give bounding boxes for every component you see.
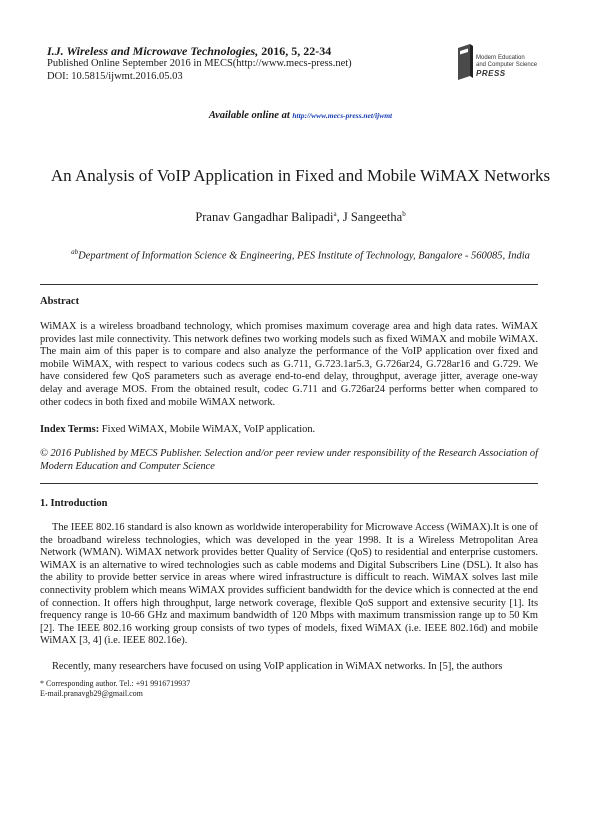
abstract-heading: Abstract bbox=[40, 296, 80, 307]
author-superscript: a bbox=[333, 210, 337, 218]
divider bbox=[40, 483, 538, 484]
journal-citation: I.J. Wireless and Microwave Technologies, 2016, 5, 22-34 bbox=[47, 44, 332, 58]
author-name: J Sangeetha bbox=[342, 210, 403, 225]
author-list bbox=[0, 210, 601, 225]
doi: DOI: 10.5815/ijwmt.2016.05.03 bbox=[47, 70, 183, 82]
divider bbox=[40, 284, 538, 285]
index-terms-text: Fixed WiMAX, Mobile WiMAX, VoIP application. bbox=[99, 424, 316, 435]
paper-title: An Analysis of VoIP Application in Fixed and Mobile WiMAX Networks bbox=[50, 166, 551, 185]
index-terms bbox=[40, 424, 538, 437]
journal-header bbox=[47, 44, 407, 83]
introduction-heading: 1. Introduction bbox=[40, 498, 108, 509]
availability-line bbox=[0, 110, 601, 121]
corresponding-author: * Corresponding author. Tel.: +91 9916719937 bbox=[40, 679, 191, 688]
logo-text-press: PRESS bbox=[476, 69, 506, 78]
author-separator: , bbox=[336, 210, 343, 225]
introduction-paragraph: Recently, many researchers have focused on using VoIP application in WiMAX networks. In [5], the authors bbox=[52, 661, 503, 672]
journal-url-link[interactable]: http://www.mecs-press.net/ijwmt bbox=[292, 111, 393, 120]
book-icon bbox=[455, 42, 477, 82]
availability-label: Available online at bbox=[208, 110, 293, 121]
publication-note: Published Online September 2016 in MECS(http://www.mecs-press.net) bbox=[47, 58, 352, 69]
author-superscript: b bbox=[402, 210, 406, 218]
introduction-paragraph: The IEEE 802.16 standard is also known as worldwide interoperability for Microwave Access (WiMAX).It is one of the broadband wireless technologies, which was developed in the year 1998. It is a Wireless Metropolitan Area Network (WMAN). WiMAX network provides better Quality of Service (QoS) to residential and enterprise customers. WiMAX is an alternative to wired technologies such as cable modems and Digital Subscribers Line (DSL). It also has the ability to provide better service in areas where wired infrastructure is difficult to reach. WiMAX solves last mile connectivity problem which means WiMAX provides sufficient bandwidth for the device which is connected at the end of connection. It offers high throughput, large network coverage, flexible QoS support and extensive security [1]. Its frequency range is 10-66 GHz and maximum bandwidth of 120 Mbps with maximum transmission range up to 50 Km [2]. The IEEE 802.16 working group consists of two types of models, fixed WiMAX (i.e. IEEE 802.16d) and mobile WiMAX [3, 4] (i.e. IEEE 802.16e). bbox=[40, 522, 538, 647]
affiliation-superscript: ab bbox=[71, 248, 79, 256]
author-email: E-mail.pranavgb29@gmail.com bbox=[40, 689, 143, 698]
copyright-notice: © 2016 Published by MECS Publisher. Selection and/or peer review under responsibility of the Research Association of Modern Education and Computer Science bbox=[40, 448, 539, 472]
publisher-logo bbox=[455, 42, 555, 88]
index-terms-label: Index Terms: bbox=[40, 424, 100, 435]
logo-text-line1: Modern Education bbox=[476, 55, 525, 61]
author-name: Pranav Gangadhar Balipadi bbox=[195, 210, 334, 225]
logo-text-line2: and Computer Science bbox=[476, 62, 538, 68]
abstract-body: WiMAX is a wireless broadband technology, which promises maximum coverage area and high data rates. WiMAX provides last mile connectivity. This network defines two working models such as fixed WiMAX and mobile WiMAX. The main aim of this paper is to compare and also analyze the performance of the VoIP application over fixed and mobile WiMAX, with respect to various codecs such as G.711, G.723.1ar5.3, G.726ar24, G.728ar16 and G.729. We have considered few QoS parameters such as average end-to-end delay, throughput, average jitter, average one-way delay and average MOS. From the obtained result, codec G.711 and G.726ar24 performs better when compared to other codecs in both fixed and mobile WiMAX network. bbox=[40, 321, 538, 408]
affiliation-text: Department of Information Science & Engineering, PES Institute of Technology, Bangalore - 560085, India bbox=[78, 250, 530, 262]
footnote bbox=[40, 679, 340, 699]
affiliation bbox=[0, 248, 601, 262]
